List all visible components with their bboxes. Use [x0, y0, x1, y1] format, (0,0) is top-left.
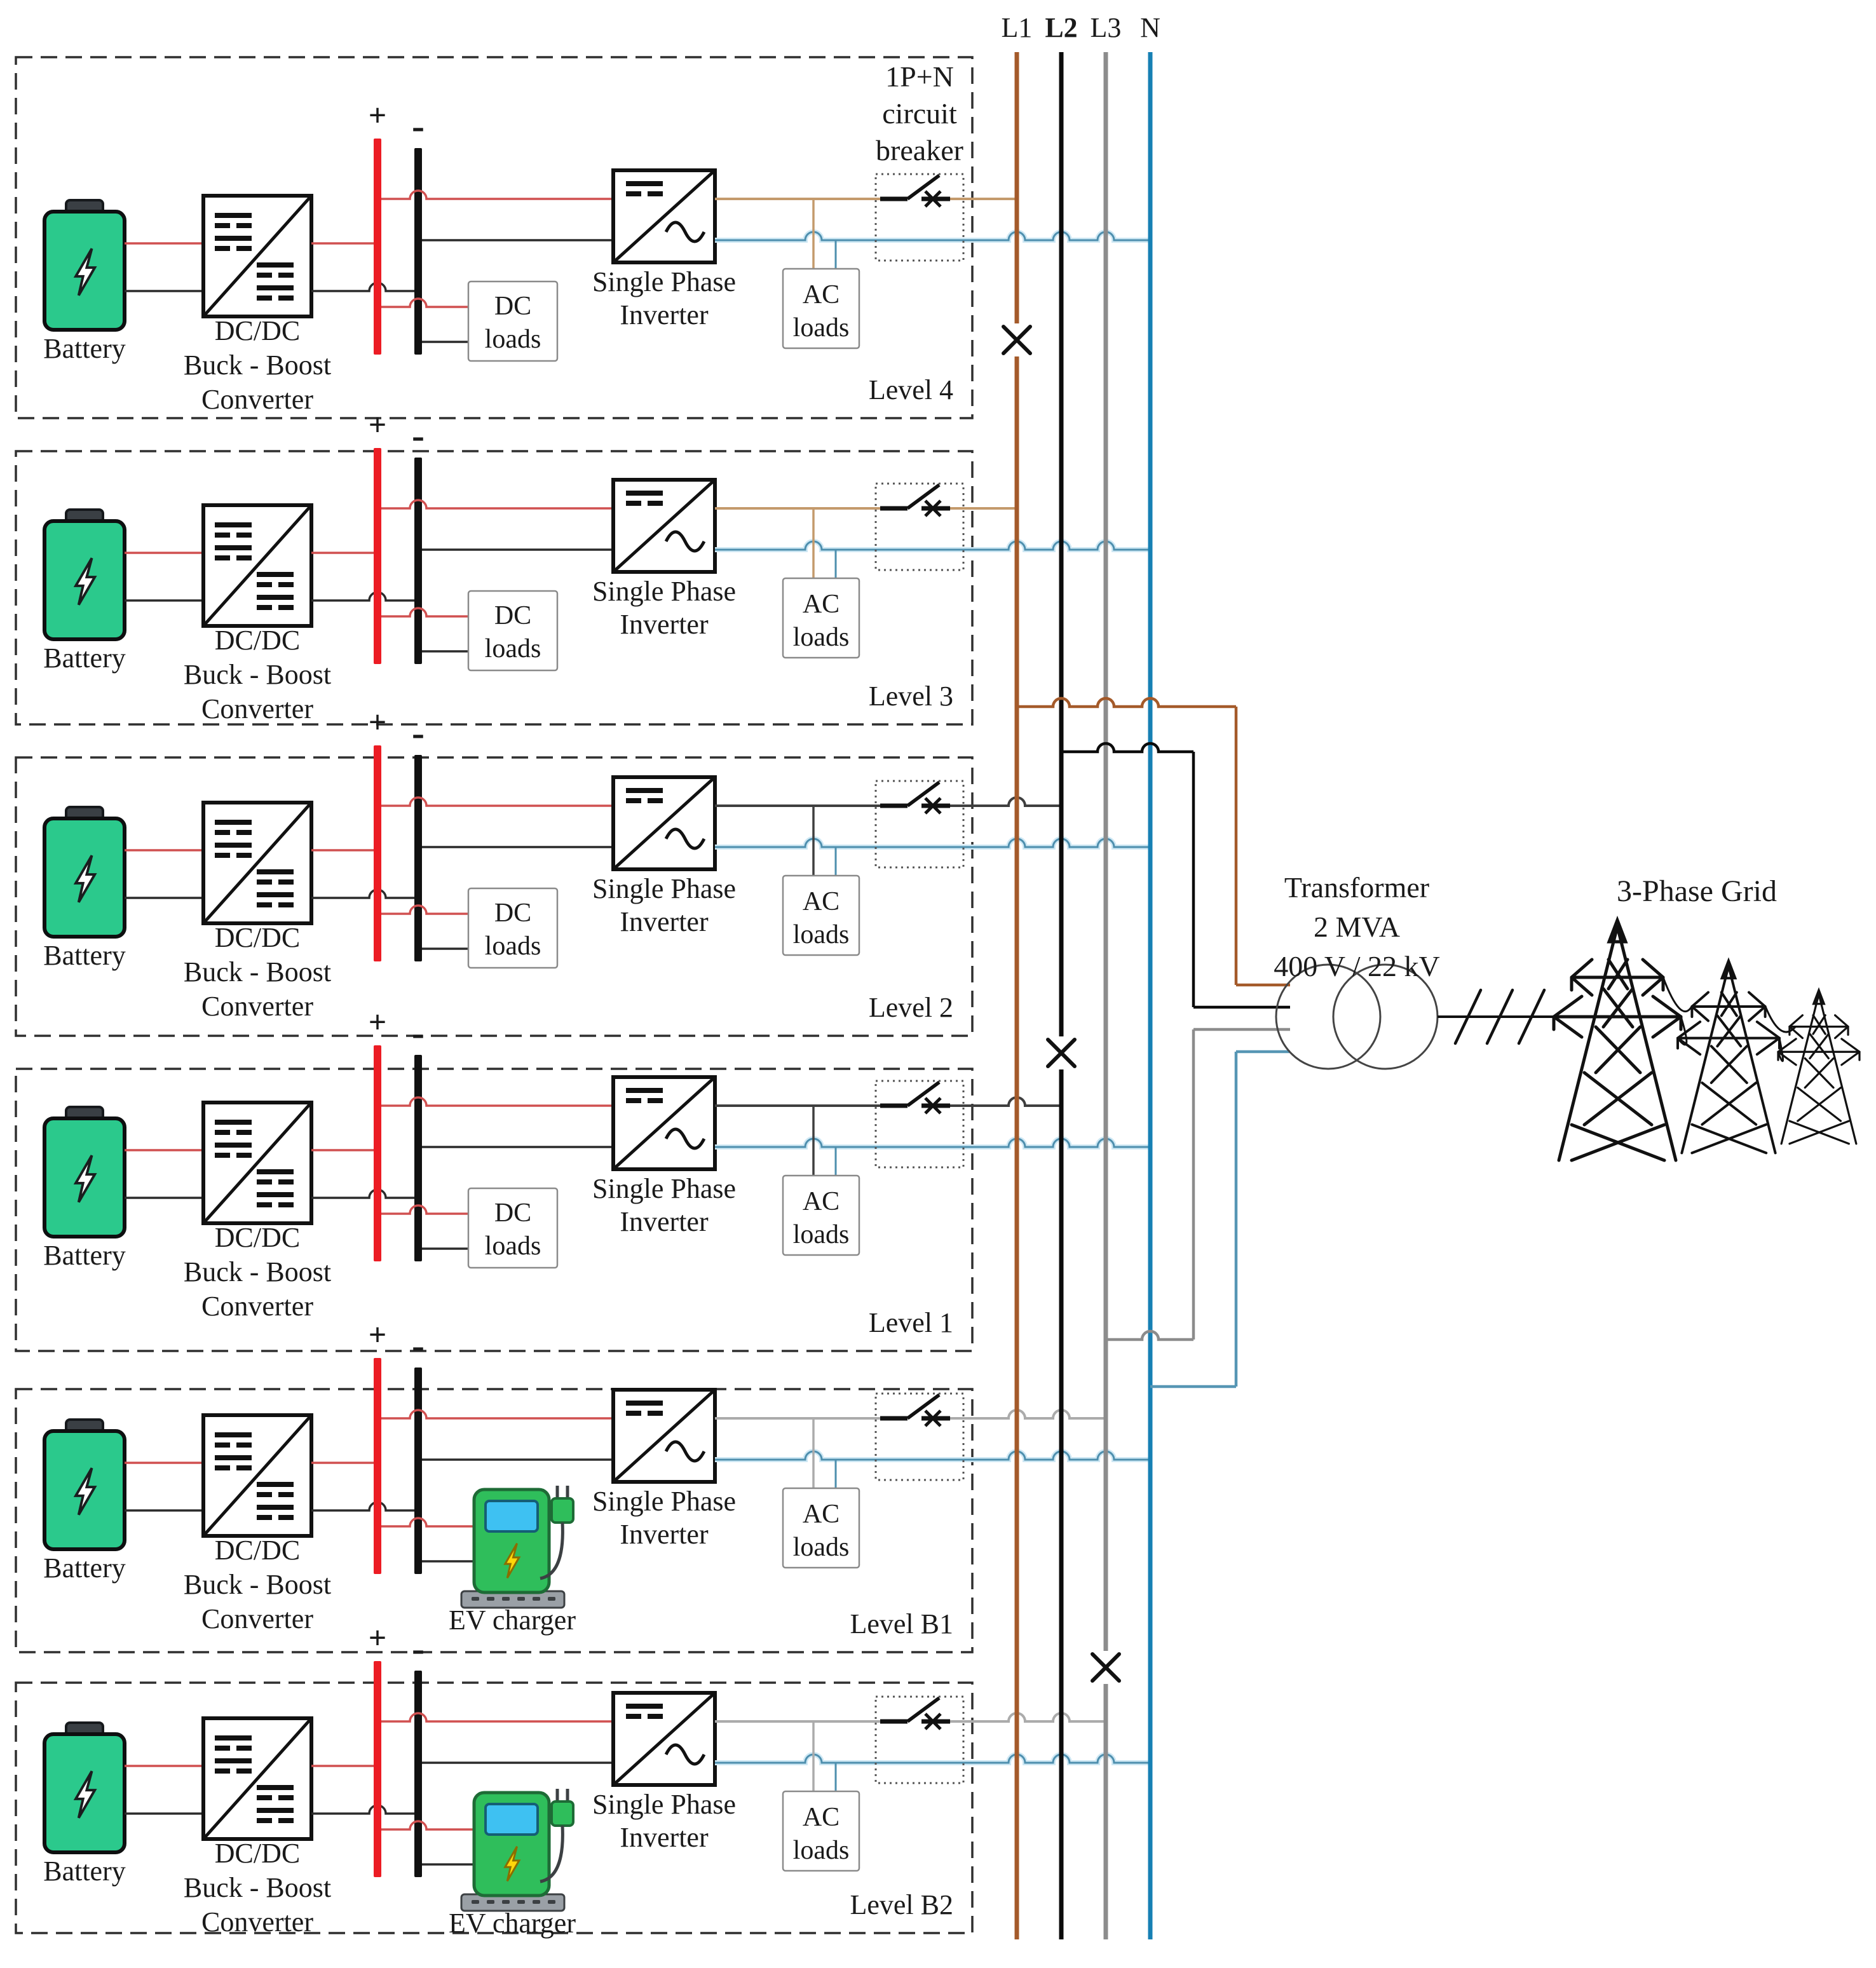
dc-bus-plus-label: + — [368, 1004, 387, 1040]
inverter-label: Single Phase — [592, 266, 737, 297]
ev-charger-vent — [548, 1597, 555, 1601]
dc-symbol-dash — [626, 1411, 641, 1416]
dc-symbol-dash — [257, 1795, 272, 1800]
dc-symbol-dash — [626, 1098, 641, 1103]
converter-label: Buck - Boost — [183, 659, 332, 690]
dc-symbol-dash — [626, 191, 641, 196]
dc-symbol-bar — [215, 843, 252, 848]
bus-label-l3: L3 — [1090, 12, 1122, 43]
converter-label: Buck - Boost — [183, 1569, 332, 1600]
battery-label: Battery — [43, 1240, 126, 1271]
inverter-box — [613, 170, 715, 262]
inverter-box — [613, 1077, 715, 1169]
level-label: Level 3 — [868, 681, 953, 712]
dc-symbol-dash — [626, 798, 641, 803]
dc-symbol-bar — [215, 820, 252, 825]
dc-symbol-dash — [236, 555, 252, 560]
dc-symbol-dash — [236, 223, 252, 228]
dc-symbol-dash — [626, 501, 641, 506]
ac-loads-label: AC — [802, 887, 840, 916]
dc-loads-label: DC — [494, 1198, 532, 1228]
dc-symbol-dash — [257, 1515, 272, 1520]
dc-symbol-dash — [278, 605, 294, 610]
ac-loads-label: AC — [802, 280, 840, 309]
dc-symbol-dash — [236, 1442, 252, 1448]
ev-charger-label: EV charger — [449, 1605, 576, 1636]
dc-symbol-bar — [257, 1482, 294, 1487]
ac-loads-label: loads — [792, 1836, 850, 1865]
ev-charger-screen — [486, 1804, 538, 1835]
dcdc-converter-box — [203, 1103, 311, 1223]
dc-bus-negative — [414, 755, 422, 961]
battery-label: Battery — [43, 642, 126, 674]
dc-symbol-dash — [215, 223, 230, 228]
dc-bus-minus-label: - — [412, 105, 425, 147]
ev-charger-vent — [472, 1900, 479, 1904]
battery-label: Battery — [43, 1856, 126, 1887]
inverter-label: Inverter — [620, 609, 709, 640]
dc-symbol-bar — [215, 1143, 252, 1148]
dc-symbol-dash — [215, 1768, 230, 1774]
dc-symbol-dash — [257, 582, 272, 587]
dc-loads-label: loads — [484, 325, 541, 354]
dc-symbol-dash — [215, 1442, 230, 1448]
dc-symbol-dash — [236, 1746, 252, 1751]
dc-symbol-bar — [215, 1120, 252, 1125]
dc-bus-negative — [414, 148, 422, 355]
dc-loads-label: loads — [484, 932, 541, 961]
dc-symbol-dash — [236, 1130, 252, 1135]
converter-label: DC/DC — [214, 1838, 301, 1869]
dc-symbol-dash — [257, 1202, 272, 1207]
inverter-label: Inverter — [620, 906, 709, 937]
dc-symbol-dash — [236, 830, 252, 835]
ac-loads-label: loads — [792, 623, 850, 652]
ac-loads-label: loads — [792, 1533, 850, 1562]
dc-symbol-dash — [215, 533, 230, 538]
dc-symbol-dash — [278, 879, 294, 885]
dc-symbol-dash — [215, 1153, 230, 1158]
dcdc-converter-box — [203, 803, 311, 923]
transformer-label: 2 MVA — [1314, 911, 1400, 943]
converter-label: Converter — [201, 1603, 313, 1634]
ac-loads-label: loads — [792, 1220, 850, 1249]
battery-icon — [44, 1420, 125, 1549]
dc-loads-label: DC — [494, 601, 532, 630]
converter-label: Converter — [201, 1291, 313, 1322]
dc-symbol-dash — [215, 246, 230, 251]
ac-loads-label: loads — [792, 920, 850, 949]
dc-symbol-dash — [236, 1153, 252, 1158]
dc-bus-plus-label: + — [368, 1620, 387, 1655]
dc-symbol-dash — [215, 1746, 230, 1751]
inverter-box — [613, 1693, 715, 1785]
ac-loads-label: AC — [802, 1803, 840, 1832]
grid-label: 3-Phase Grid — [1617, 874, 1777, 908]
dc-loads-label: loads — [484, 1232, 541, 1261]
inverter-box — [613, 777, 715, 869]
dc-symbol-bar — [257, 892, 294, 897]
dc-bus-minus-label: - — [412, 1627, 425, 1669]
dc-symbol-dash — [236, 246, 252, 251]
dc-symbol-dash — [278, 1492, 294, 1497]
ev-charger-label: EV charger — [449, 1908, 576, 1939]
dc-symbol-bar — [215, 1432, 252, 1437]
inverter-label: Single Phase — [592, 1173, 737, 1204]
dcdc-converter-box — [203, 196, 311, 316]
bus-label-l1: L1 — [1001, 12, 1033, 43]
inverter-label: Inverter — [620, 1519, 709, 1550]
dc-symbol-dash — [215, 555, 230, 560]
dc-symbol-dash — [648, 501, 663, 506]
converter-label: DC/DC — [214, 625, 301, 656]
converter-label: Buck - Boost — [183, 1872, 332, 1903]
dc-symbol-bar — [257, 572, 294, 577]
dc-symbol-dash — [278, 1202, 294, 1207]
dc-symbol-dash — [257, 273, 272, 278]
dc-symbol-bar — [215, 213, 252, 218]
inverter-label: Inverter — [620, 1206, 709, 1237]
dc-symbol-dash — [257, 879, 272, 885]
dc-bus-plus-label: + — [368, 407, 387, 442]
dc-symbol-dash — [257, 295, 272, 301]
dc-symbol-bar — [257, 1505, 294, 1510]
breaker-caption: breaker — [876, 134, 963, 166]
dc-symbol-dash — [648, 798, 663, 803]
dc-symbol-bar — [257, 1785, 294, 1790]
bus-label-l2: L2 — [1045, 12, 1078, 43]
inverter-box — [613, 1390, 715, 1482]
dc-symbol-dash — [257, 1818, 272, 1823]
ev-charger-vent — [533, 1597, 540, 1601]
battery-icon — [44, 200, 125, 330]
dc-symbol-bar — [215, 236, 252, 241]
ev-charger-vent — [487, 1597, 494, 1601]
dc-symbol-dash — [626, 1714, 641, 1719]
dc-symbol-bar — [257, 1169, 294, 1174]
dc-symbol-dash — [257, 902, 272, 907]
dc-symbol-dash — [257, 1179, 272, 1184]
ev-charger-vent — [533, 1900, 540, 1904]
dc-bus-negative — [414, 1367, 422, 1574]
dcdc-converter-box — [203, 505, 311, 626]
level-label: Level 1 — [868, 1307, 953, 1338]
dc-bus-plus-label: + — [368, 704, 387, 740]
inverter-label: Inverter — [620, 299, 709, 330]
dc-symbol-dash — [648, 1411, 663, 1416]
ev-charger-vent — [502, 1900, 510, 1904]
ev-charger-vent — [548, 1900, 555, 1904]
inverter-label: Inverter — [620, 1822, 709, 1853]
transformer-label: Transformer — [1284, 871, 1430, 904]
converter-label: DC/DC — [214, 1222, 301, 1253]
ac-loads-label: loads — [792, 313, 850, 343]
dc-symbol-dash — [257, 605, 272, 610]
dc-symbol-dash — [648, 191, 663, 196]
converter-label: DC/DC — [214, 922, 301, 953]
battery-icon — [44, 807, 125, 937]
dc-bus-minus-label: - — [412, 1012, 425, 1054]
dc-symbol-dash — [278, 1515, 294, 1520]
dc-symbol-dash — [278, 1795, 294, 1800]
dc-symbol-bar — [257, 1808, 294, 1813]
dc-bus-negative — [414, 1055, 422, 1261]
converter-label: Buck - Boost — [183, 1256, 332, 1287]
dc-symbol-dash — [215, 830, 230, 835]
battery-label: Battery — [43, 333, 126, 364]
dc-bus-positive — [374, 745, 381, 961]
dc-symbol-dash — [236, 1465, 252, 1470]
ac-loads-label: AC — [802, 1187, 840, 1216]
dc-symbol-bar — [626, 1401, 663, 1406]
inverter-label: Single Phase — [592, 576, 737, 607]
dc-symbol-bar — [626, 1704, 663, 1709]
converter-label: Buck - Boost — [183, 956, 332, 987]
dc-symbol-bar — [215, 1455, 252, 1460]
dc-bus-plus-label: + — [368, 97, 387, 133]
dc-symbol-dash — [648, 1098, 663, 1103]
inverter-label: Single Phase — [592, 1486, 737, 1517]
converter-label: DC/DC — [214, 315, 301, 346]
dc-symbol-dash — [215, 1465, 230, 1470]
dc-bus-minus-label: - — [412, 712, 425, 754]
dcdc-converter-box — [203, 1415, 311, 1536]
dc-bus-negative — [414, 1671, 422, 1877]
inverter-label: Single Phase — [592, 873, 737, 904]
dc-symbol-bar — [257, 1192, 294, 1197]
dc-bus-positive — [374, 1045, 381, 1261]
ev-charger-vent — [517, 1597, 525, 1601]
dc-bus-negative — [414, 458, 422, 664]
ev-charger-vent — [502, 1597, 510, 1601]
dc-bus-positive — [374, 139, 381, 355]
battery-label: Battery — [43, 1552, 126, 1584]
level-label: Level B1 — [850, 1608, 953, 1639]
dc-symbol-bar — [257, 595, 294, 600]
dc-symbol-dash — [278, 1179, 294, 1184]
ev-charger-vent — [472, 1597, 479, 1601]
transformer-label: 400 V / 22 kV — [1274, 950, 1440, 982]
dc-symbol-bar — [626, 788, 663, 793]
dc-bus-minus-label: - — [412, 414, 425, 456]
dc-symbol-dash — [236, 533, 252, 538]
dc-symbol-dash — [215, 853, 230, 858]
converter-label: Converter — [201, 991, 313, 1022]
dc-bus-minus-label: - — [412, 1324, 425, 1366]
converter-label: Converter — [201, 693, 313, 724]
dc-symbol-dash — [278, 1818, 294, 1823]
inverter-box — [613, 480, 715, 572]
dc-bus-plus-label: + — [368, 1317, 387, 1352]
dc-symbol-bar — [215, 1735, 252, 1741]
ac-loads-label: AC — [802, 1500, 840, 1529]
dc-symbol-dash — [278, 582, 294, 587]
dc-loads-label: DC — [494, 292, 532, 321]
ev-charger-screen — [486, 1501, 538, 1531]
dc-symbol-dash — [236, 853, 252, 858]
inverter-label: Single Phase — [592, 1789, 737, 1820]
dc-symbol-bar — [626, 1088, 663, 1093]
dc-symbol-dash — [236, 1768, 252, 1774]
dc-symbol-dash — [215, 1130, 230, 1135]
ev-plug-head — [552, 1498, 573, 1523]
dcdc-converter-box — [203, 1718, 311, 1839]
converter-label: Converter — [201, 384, 313, 415]
dc-symbol-bar — [215, 1758, 252, 1763]
dc-symbol-bar — [626, 491, 663, 496]
battery-label: Battery — [43, 940, 126, 971]
dc-symbol-dash — [648, 1714, 663, 1719]
breaker-caption: circuit — [882, 97, 957, 130]
battery-icon — [44, 1107, 125, 1237]
level-label: Level B2 — [850, 1889, 953, 1920]
dc-symbol-bar — [257, 285, 294, 290]
dc-symbol-bar — [257, 262, 294, 268]
dc-symbol-dash — [278, 273, 294, 278]
battery-icon — [44, 510, 125, 639]
dc-symbol-dash — [278, 295, 294, 301]
ev-charger-vent — [487, 1900, 494, 1904]
dc-bus-positive — [374, 448, 381, 664]
ev-plug-head — [552, 1802, 573, 1826]
dc-loads-label: DC — [494, 899, 532, 928]
level-label: Level 2 — [868, 992, 953, 1023]
dc-symbol-bar — [257, 869, 294, 874]
converter-label: DC/DC — [214, 1535, 301, 1566]
battery-icon — [44, 1723, 125, 1852]
dc-symbol-dash — [278, 902, 294, 907]
dc-bus-positive — [374, 1661, 381, 1877]
ev-charger-vent — [517, 1900, 525, 1904]
dc-symbol-bar — [215, 545, 252, 550]
dc-symbol-bar — [215, 522, 252, 527]
bus-label-n: N — [1140, 12, 1160, 43]
level-label: Level 4 — [868, 374, 953, 405]
converter-label: Converter — [201, 1906, 313, 1937]
breaker-caption: 1P+N — [885, 60, 954, 93]
converter-label: Buck - Boost — [183, 349, 332, 381]
ac-loads-label: AC — [802, 590, 840, 619]
dc-bus-positive — [374, 1358, 381, 1574]
dc-symbol-dash — [257, 1492, 272, 1497]
dc-symbol-bar — [626, 181, 663, 186]
dc-loads-label: loads — [484, 634, 541, 663]
